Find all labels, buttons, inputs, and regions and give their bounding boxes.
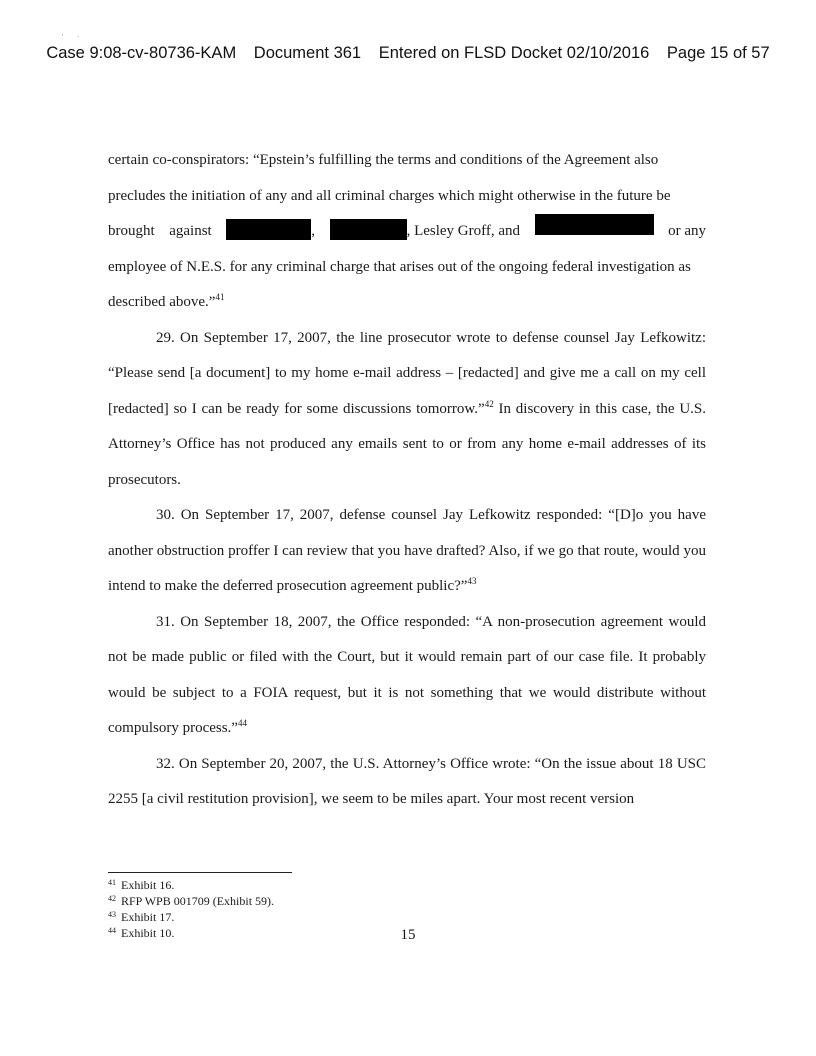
docket-entry: Entered on FLSD Docket 02/10/2016 (378, 44, 650, 62)
redacted-line: brought against , , Lesley Groff, and or any (108, 214, 706, 250)
redaction-box (330, 219, 407, 240)
document-number: Document 361 (253, 44, 362, 62)
text-line: precludes the initiation of any and all criminal charges which might otherwise in the future be (108, 187, 671, 204)
footnote-divider (108, 872, 292, 873)
footnote-item: $^{42}$ RFP WPB 001709 (Exhibit 59). (108, 894, 275, 908)
case-number: Case 9:08-cv-80736-KAM (46, 44, 237, 62)
scan-artifact: ' · (62, 33, 86, 41)
document-body (108, 143, 706, 818)
footnote-ref: 41 (215, 292, 225, 302)
paragraph-continued (108, 143, 706, 321)
redaction-box (226, 219, 311, 240)
paragraph-31: 31. On September 18, 2007, the Office responded: “A non-prosecution agreement would not be made public or filed with the Court, but it would remain part of our case file. It probably would be subject to a FOIA request, but it is not something that we would distribute without compulsory process.”$^{44}$ (108, 613, 706, 736)
page-indicator: Page 15 of 57 (666, 44, 770, 62)
page-number: 15 (400, 927, 416, 943)
footnote-ref: 43 (467, 576, 477, 586)
docket-header (0, 44, 816, 63)
text-line: certain co-conspirators: “Epstein’s fulfilling the terms and conditions of the Agreement also (108, 152, 659, 168)
footnote-item: $^{43}$ Exhibit 17. (108, 910, 175, 924)
footnote-ref: 44 (237, 718, 247, 728)
footnote-item: $^{44}$ Exhibit 10. (108, 926, 175, 940)
paragraph-30: 30. On September 17, 2007, defense counsel Jay Lefkowitz responded: “[D]o you have another obstruction proffer I can review that you have drafted? Also, if we go that route, would you intend to make the deferred prosecution agreement public?”$^{43}$ (108, 507, 706, 594)
text-line: described above.”$^{41}$ (108, 292, 225, 310)
paragraph-32: 32. On September 20, 2007, the U.S. Attorney’s Office wrote: “On the issue about 18 USC 2255 [a civil restitution provision], we seem to be miles apart. Your most recent version (108, 755, 706, 807)
paragraph-29: 29. On September 17, 2007, the line prosecutor wrote to defense counsel Jay Lefkowitz: “Please send [a document] to my home e-mail address – [redacted] and give me a call on my cell [redacted] so I can be ready for some discussions tomorrow.”$^{42}$ In discovery in this case, the U.S. Attorney’s Office has not produced any emails sent to or from any home e-mail addresses of its prosecutors. (108, 329, 706, 488)
footnote-item: $^{41}$ Exhibit 16. (108, 878, 175, 892)
text-line: employee of N.E.S. for any criminal charge that arises out of the ongoing federal investigation as (108, 258, 691, 275)
footnote-ref: 42 (484, 398, 494, 409)
redaction-box (535, 214, 654, 235)
